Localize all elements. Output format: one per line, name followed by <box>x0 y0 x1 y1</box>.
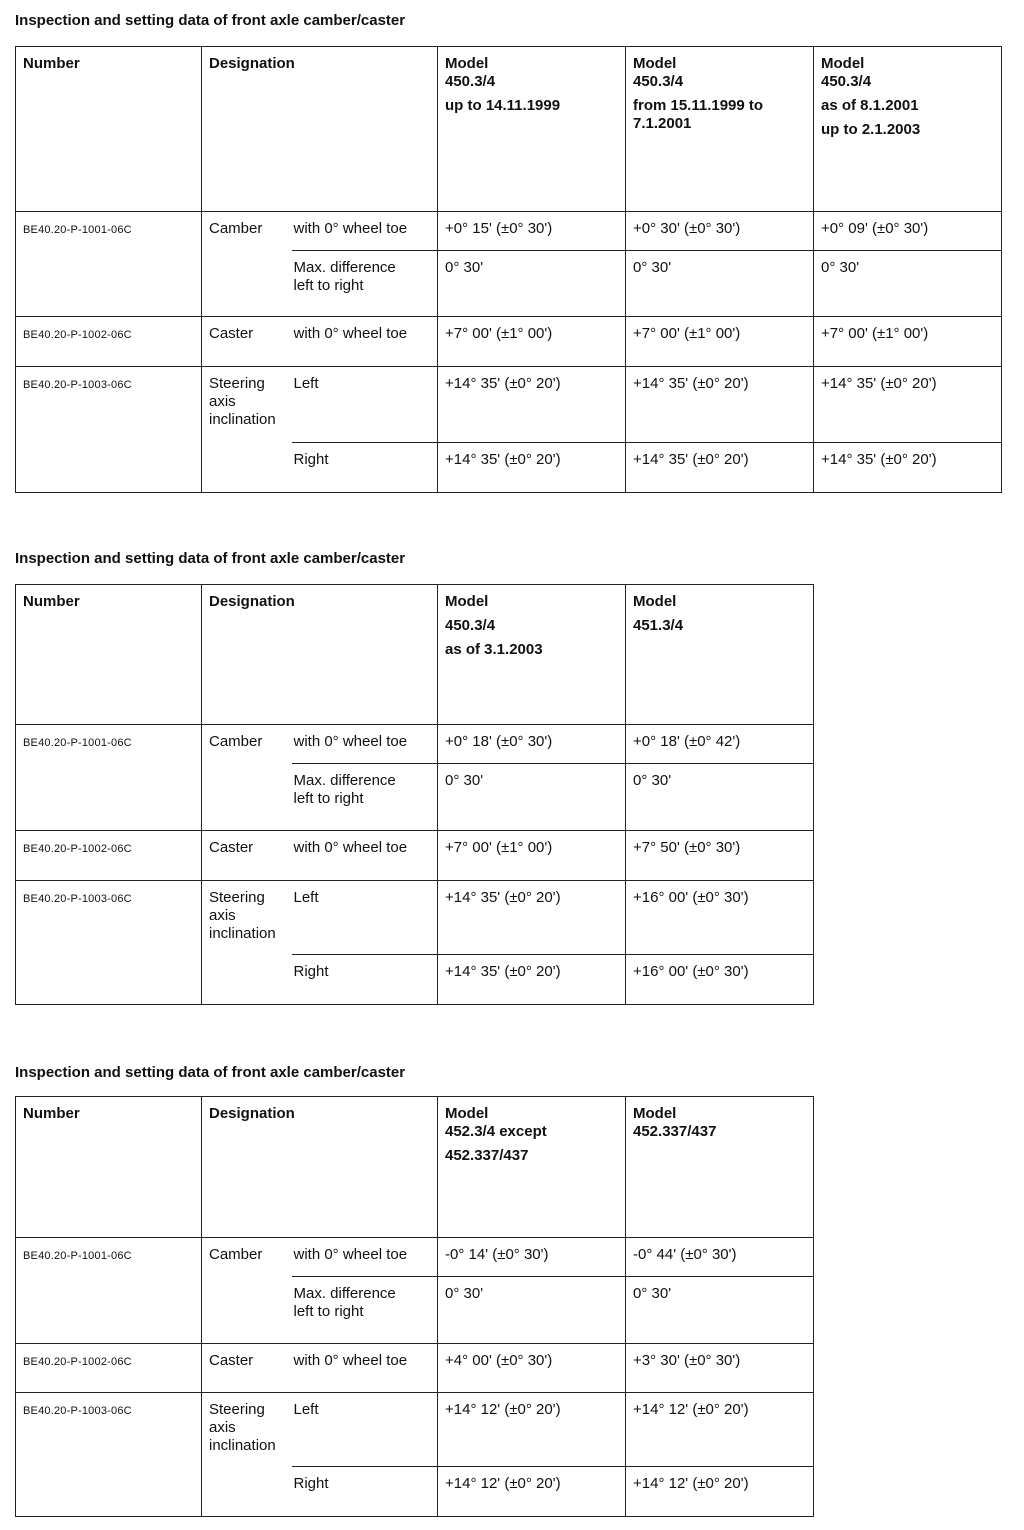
value-cell: +0° 30' (±0° 30') <box>626 212 814 251</box>
section-1-table <box>15 46 1002 493</box>
header-row <box>16 1097 814 1238</box>
number-cell <box>16 367 202 493</box>
spec-number: BE40.20-P-1003-06C <box>23 1405 132 1417</box>
header-row <box>16 47 1002 212</box>
value-cell: 0° 30' <box>626 1277 814 1344</box>
condition-cell: Left <box>292 1393 438 1467</box>
number-cell <box>16 881 202 1005</box>
number-cell <box>16 212 202 317</box>
value-cell: 0° 30' <box>626 251 814 317</box>
value-cell: -0° 44' (±0° 30') <box>626 1238 814 1277</box>
spec-number: BE40.20-P-1002-06C <box>23 1356 132 1368</box>
designation-line: Steering <box>209 1401 265 1418</box>
steering-left-row <box>16 367 1002 443</box>
camber-row <box>16 725 814 764</box>
designation-cell: Caster <box>202 317 292 367</box>
designation-cell: Camber <box>202 212 292 317</box>
designation-line: inclination <box>209 1437 276 1454</box>
model-number: 450.3/4 <box>445 617 496 634</box>
model-header <box>438 47 626 212</box>
model-validity: as of 8.1.2001 <box>821 97 919 114</box>
model-header <box>438 1097 626 1238</box>
designation-line: axis <box>209 1419 236 1436</box>
caster-row <box>16 1344 814 1393</box>
number-cell <box>16 1344 202 1393</box>
designation-line: inclination <box>209 925 276 942</box>
condition-cell: with 0° wheel toe <box>292 1238 438 1277</box>
condition-line: Max. difference <box>293 772 396 789</box>
designation-header: Designation <box>202 47 438 212</box>
value-cell: +14° 35' (±0° 20') <box>438 955 626 1005</box>
designation-header: Designation <box>202 585 438 725</box>
model-label: Model <box>633 593 677 610</box>
condition-cell: Right <box>292 955 438 1005</box>
model-number: 450.3/4 <box>821 73 872 90</box>
condition-cell <box>292 764 438 831</box>
number-cell <box>16 725 202 831</box>
model-header <box>626 585 814 725</box>
value-cell: 0° 30' <box>814 251 1002 317</box>
value-cell: +14° 12' (±0° 20') <box>626 1393 814 1467</box>
model-validity: 7.1.2001 <box>633 115 692 132</box>
model-label: Model <box>445 55 489 72</box>
model-header <box>626 1097 814 1238</box>
condition-cell: Right <box>292 1467 438 1517</box>
model-header <box>438 585 626 725</box>
value-cell: +7° 00' (±1° 00') <box>626 317 814 367</box>
number-header: Number <box>16 47 202 212</box>
number-cell <box>16 1238 202 1344</box>
camber-row <box>16 212 1002 251</box>
value-cell: +7° 00' (±1° 00') <box>438 317 626 367</box>
value-cell: +4° 00' (±0° 30') <box>438 1344 626 1393</box>
value-cell: +14° 12' (±0° 20') <box>438 1467 626 1517</box>
value-cell: +14° 35' (±0° 20') <box>814 443 1002 493</box>
spec-number: BE40.20-P-1001-06C <box>23 737 132 749</box>
designation-header: Designation <box>202 1097 438 1238</box>
designation-line: axis <box>209 907 236 924</box>
number-cell <box>16 1393 202 1517</box>
value-cell: +14° 35' (±0° 20') <box>814 367 1002 443</box>
section-3-table <box>15 1096 814 1517</box>
value-cell: +14° 35' (±0° 20') <box>438 881 626 955</box>
value-cell: +14° 12' (±0° 20') <box>438 1393 626 1467</box>
model-validity: from 15.11.1999 to <box>633 97 764 114</box>
steering-left-row <box>16 1393 814 1467</box>
condition-cell <box>292 251 438 317</box>
spec-number: BE40.20-P-1001-06C <box>23 1250 132 1262</box>
value-cell: +7° 50' (±0° 30') <box>626 831 814 881</box>
spec-number: BE40.20-P-1001-06C <box>23 224 132 236</box>
condition-cell: Left <box>292 881 438 955</box>
condition-cell: with 0° wheel toe <box>292 1344 438 1393</box>
model-number: 452.3/4 except <box>445 1123 547 1140</box>
model-validity: up to 2.1.2003 <box>821 121 921 138</box>
value-cell: +7° 00' (±1° 00') <box>814 317 1002 367</box>
condition-cell: Left <box>292 367 438 443</box>
designation-cell: Caster <box>202 831 292 881</box>
model-label: Model <box>821 55 865 72</box>
condition-cell: with 0° wheel toe <box>292 212 438 251</box>
model-exception: 452.337/437 <box>445 1147 529 1164</box>
designation-cell <box>202 881 292 1005</box>
designation-line: Steering <box>209 375 265 392</box>
value-cell: +14° 35' (±0° 20') <box>438 443 626 493</box>
model-validity: as of 3.1.2003 <box>445 641 543 658</box>
value-cell: 0° 30' <box>438 1277 626 1344</box>
spec-number: BE40.20-P-1003-06C <box>23 379 132 391</box>
designation-cell <box>202 1393 292 1517</box>
value-cell: +3° 30' (±0° 30') <box>626 1344 814 1393</box>
value-cell: 0° 30' <box>626 764 814 831</box>
model-header <box>626 47 814 212</box>
value-cell: +14° 35' (±0° 20') <box>626 443 814 493</box>
model-number: 450.3/4 <box>633 73 684 90</box>
section-2-title: Inspection and setting data of front axle camber/caster <box>15 550 406 567</box>
value-cell: +16° 00' (±0° 30') <box>626 881 814 955</box>
steering-left-row <box>16 881 814 955</box>
model-number: 451.3/4 <box>633 617 684 634</box>
condition-cell: with 0° wheel toe <box>292 831 438 881</box>
designation-line: Steering <box>209 889 265 906</box>
caster-row <box>16 317 1002 367</box>
number-cell <box>16 831 202 881</box>
section-3-title: Inspection and setting data of front axle camber/caster <box>15 1064 406 1081</box>
section-1-title: Inspection and setting data of front axle camber/caster <box>15 12 406 29</box>
number-cell <box>16 317 202 367</box>
condition-line: left to right <box>293 790 364 807</box>
value-cell: +14° 35' (±0° 20') <box>626 367 814 443</box>
spec-number: BE40.20-P-1002-06C <box>23 843 132 855</box>
value-cell: -0° 14' (±0° 30') <box>438 1238 626 1277</box>
number-header: Number <box>16 585 202 725</box>
designation-cell <box>202 367 292 493</box>
condition-cell: with 0° wheel toe <box>292 725 438 764</box>
spec-number: BE40.20-P-1003-06C <box>23 893 132 905</box>
value-cell: +0° 18' (±0° 30') <box>438 725 626 764</box>
value-cell: +7° 00' (±1° 00') <box>438 831 626 881</box>
model-number: 450.3/4 <box>445 73 496 90</box>
condition-cell: with 0° wheel toe <box>292 317 438 367</box>
model-label: Model <box>633 1105 677 1122</box>
condition-line: left to right <box>293 277 364 294</box>
header-row <box>16 585 814 725</box>
value-cell: +0° 15' (±0° 30') <box>438 212 626 251</box>
value-cell: 0° 30' <box>438 764 626 831</box>
number-header: Number <box>16 1097 202 1238</box>
model-number: 452.337/437 <box>633 1123 717 1140</box>
designation-cell: Camber <box>202 725 292 831</box>
condition-line: Max. difference <box>293 259 396 276</box>
value-cell: +0° 18' (±0° 42') <box>626 725 814 764</box>
value-cell: 0° 30' <box>438 251 626 317</box>
designation-line: inclination <box>209 411 276 428</box>
model-label: Model <box>445 593 489 610</box>
designation-line: axis <box>209 393 236 410</box>
value-cell: +14° 35' (±0° 20') <box>438 367 626 443</box>
model-label: Model <box>633 55 677 72</box>
condition-cell: Right <box>292 443 438 493</box>
designation-cell: Caster <box>202 1344 292 1393</box>
condition-line: Max. difference <box>293 1285 396 1302</box>
caster-row <box>16 831 814 881</box>
spec-number: BE40.20-P-1002-06C <box>23 329 132 341</box>
value-cell: +14° 12' (±0° 20') <box>626 1467 814 1517</box>
condition-cell <box>292 1277 438 1344</box>
model-label: Model <box>445 1105 489 1122</box>
section-2-table <box>15 584 814 1005</box>
condition-line: left to right <box>293 1303 364 1320</box>
model-header <box>814 47 1002 212</box>
designation-cell: Camber <box>202 1238 292 1344</box>
value-cell: +0° 09' (±0° 30') <box>814 212 1002 251</box>
value-cell: +16° 00' (±0° 30') <box>626 955 814 1005</box>
camber-row <box>16 1238 814 1277</box>
model-validity: up to 14.11.1999 <box>445 97 561 114</box>
